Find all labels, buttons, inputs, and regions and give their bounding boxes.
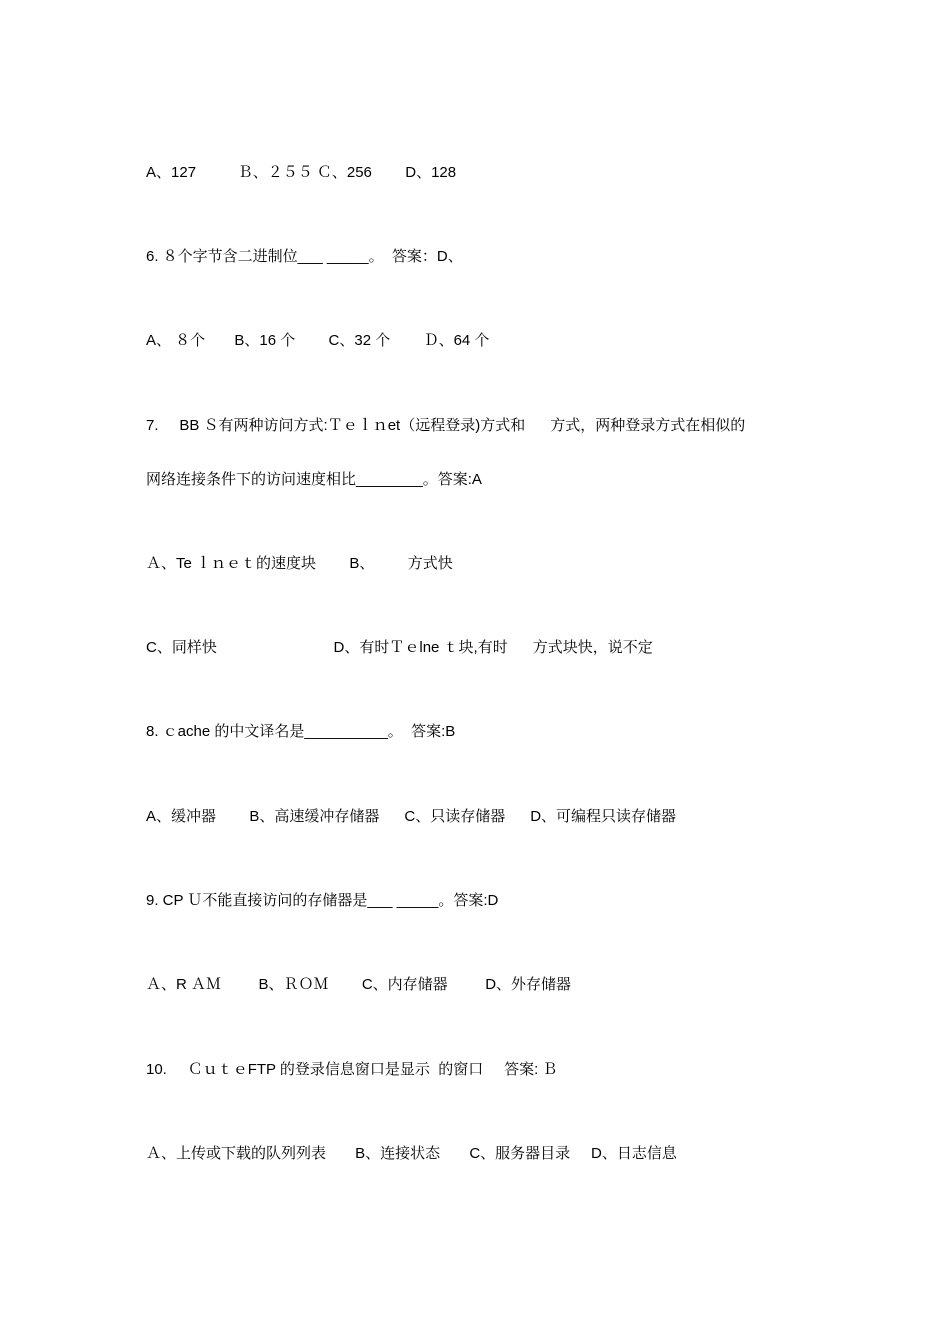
q10-options: Ａ、上传或下载的队列列表 B、连接状态 C、服务器目录 D、日志信息 bbox=[146, 1145, 677, 1162]
q10-question: 10. ＣｕｔｅFTP 的登录信息窗口是显示 的窗口 答案: Ｂ bbox=[146, 1061, 558, 1078]
q7-options-cd: C、同样快 D、有时Ｔｅlne ｔ块,有时 方式块快，说不定 bbox=[146, 639, 653, 656]
q6-options: A、 ８个 B、16 个 C、32 个 Ｄ、64 个 bbox=[146, 332, 490, 349]
q6-question: 6. ８个字节含二进制位___ _____。 答案：D、 bbox=[146, 248, 463, 265]
q9-options: Ａ、R ＡＭ B、ＲＯＭ C、内存储器 D、外存储器 bbox=[146, 976, 572, 993]
q7-question-line1: 7. BB Ｓ有两种访问方式:Ｔｅｌｎet（远程登录)方式和 方式，两种登录方式在相似的 bbox=[146, 417, 746, 434]
q8-question: 8. ｃache 的中文译名是__________。 答案:B bbox=[146, 723, 456, 740]
q8-options: A、缓冲器 B、高速缓冲存储器 C、只读存储器 D、可编程只读存储器 bbox=[146, 808, 677, 825]
q7-question-line2: 网络连接条件下的访问速度相比________。答案:A bbox=[146, 471, 482, 488]
q9-question: 9. CP Ｕ不能直接访问的存储器是___ _____。答案:D bbox=[146, 892, 499, 909]
q7-options-ab: Ａ、Te ｌｎｅｔ的速度块 B、 方式快 bbox=[146, 555, 453, 572]
q5-options: A、127 Ｂ、２５５ Ｃ、256 D、128 bbox=[146, 164, 457, 181]
